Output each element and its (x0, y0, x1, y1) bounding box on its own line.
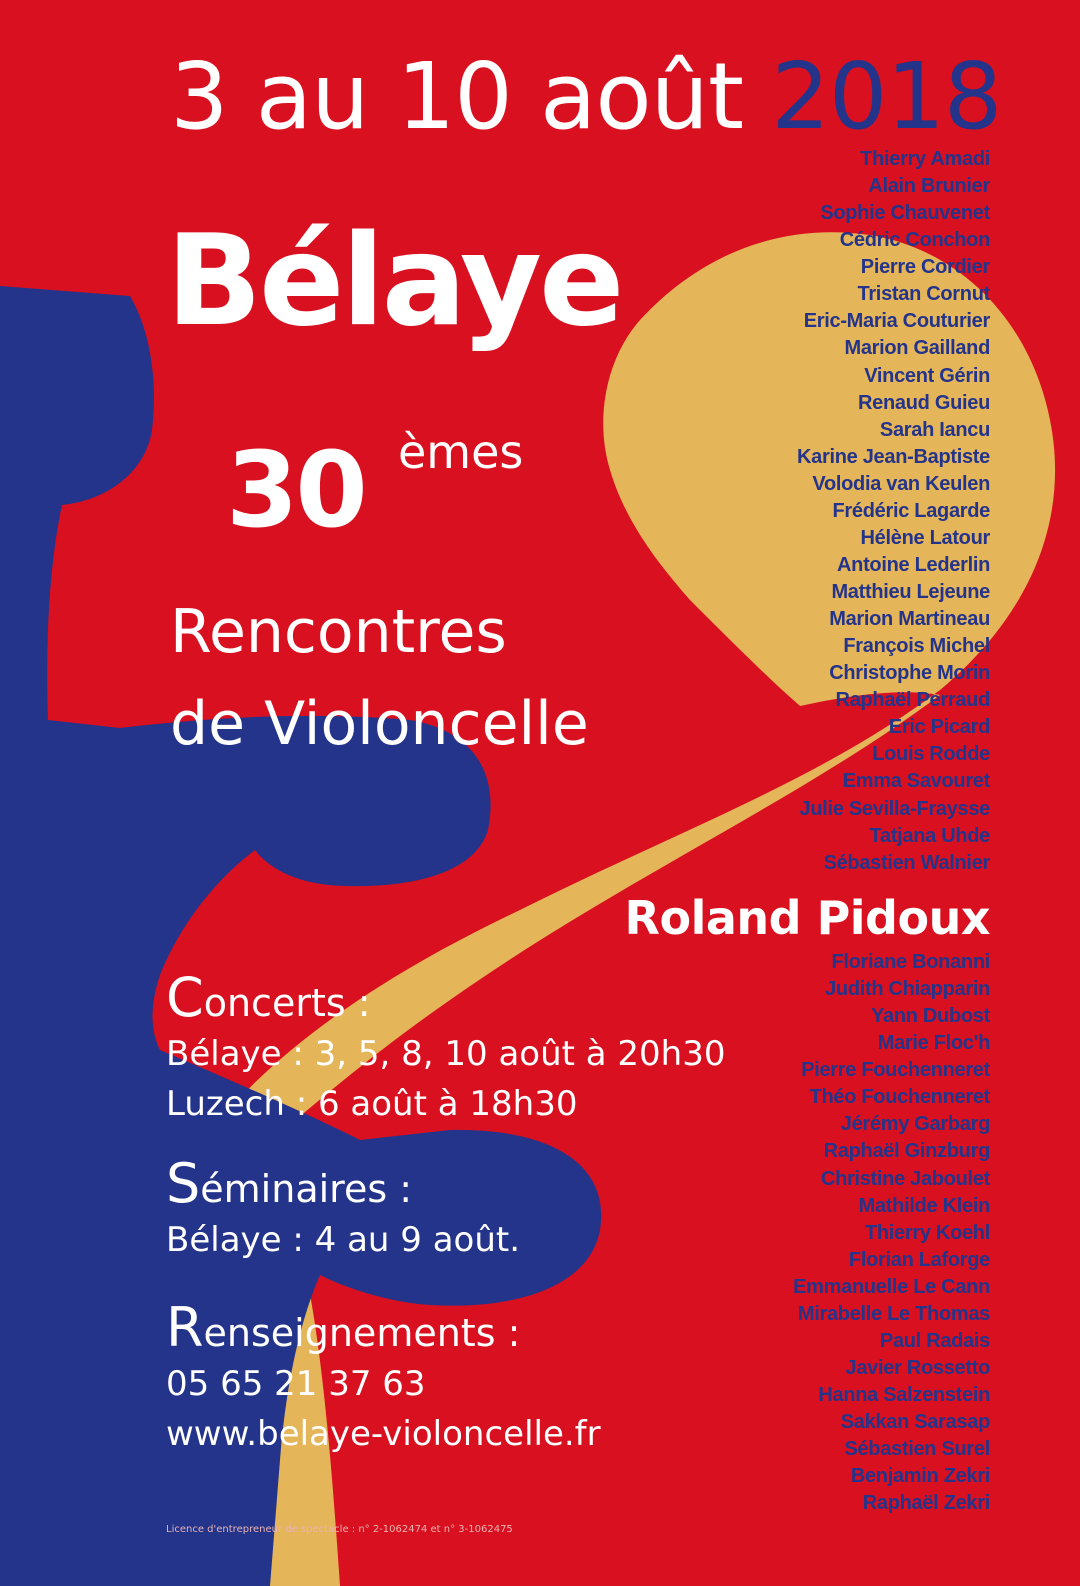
teacher-name: Pierre Cordier (860, 256, 990, 279)
teacher-name: Tristan Cornut (857, 283, 990, 306)
teacher-name: Cédric Conchon (839, 229, 990, 252)
student-name: Raphaël Zekri (862, 1492, 990, 1515)
edition-suffix: èmes (398, 425, 524, 479)
student-name: Jérémy Garbarg (840, 1113, 990, 1136)
teacher-name: Eric Picard (888, 716, 990, 739)
renseignements-section (166, 1296, 601, 1459)
student-name: Benjamin Zekri (850, 1465, 990, 1488)
teacher-name: Karine Jean-Baptiste (797, 445, 990, 468)
student-name: Marie Floc'h (877, 1032, 990, 1055)
student-name: Yann Dubost (871, 1005, 990, 1028)
concerts-section (166, 966, 726, 1129)
concert-line: Bélaye : 3, 5, 8, 10 août à 20h30 (166, 1034, 726, 1074)
heading-initial: C (166, 966, 204, 1029)
student-name: Théo Fouchenneret (809, 1086, 990, 1109)
student-name: Javier Rossetto (845, 1356, 990, 1379)
subtitle-line: de Violoncelle (170, 689, 589, 759)
student-name: Florian Laforge (848, 1248, 990, 1271)
teacher-name: Christophe Morin (829, 662, 990, 685)
teacher-name: Tatjana Uhde (869, 824, 990, 847)
teacher-name: Raphaël Perraud (835, 689, 990, 712)
renseignements-heading (166, 1296, 601, 1359)
heading-initial: R (166, 1296, 204, 1359)
concert-line: Luzech : 6 août à 18h30 (166, 1084, 578, 1124)
teacher-name: Sophie Chauvenet (820, 202, 990, 225)
student-name: Emmanuelle Le Cann (793, 1275, 990, 1298)
seminaire-line: Bélaye : 4 au 9 août. (166, 1220, 521, 1260)
teacher-name: Alain Brunier (868, 175, 990, 198)
website-link[interactable]: www.belaye-violoncelle.fr (166, 1414, 601, 1454)
student-name: Paul Radais (879, 1329, 990, 1352)
teacher-name: Vincent Gérin (864, 364, 990, 387)
teacher-name: Eric-Maria Couturier (803, 310, 990, 333)
phone-number: 05 65 21 37 63 (166, 1364, 426, 1404)
seminaires-heading (166, 1152, 520, 1215)
heading-rest: oncerts : (203, 981, 371, 1025)
student-name: Mirabelle Le Thomas (797, 1302, 990, 1325)
teachers-list (797, 146, 990, 877)
teacher-name: Julie Sevilla-Fraysse (799, 797, 990, 820)
teacher-name: Sébastien Walnier (823, 851, 990, 874)
teacher-name: Volodia van Keulen (812, 472, 990, 495)
teacher-name: Matthieu Lejeune (831, 581, 990, 603)
licence-notice: Licence d'entrepreneur de spectacle : n° 2-1062474 et n° 3-1062475 (166, 1524, 513, 1535)
director-name: Roland Pidoux (624, 891, 990, 945)
student-name: Raphaël Ginzburg (823, 1140, 990, 1163)
student-name: Christine Jaboulet (820, 1167, 990, 1190)
edition-number: 30 (226, 429, 365, 551)
subtitle-line: Rencontres (170, 597, 507, 667)
student-name: Thierry Koehl (864, 1221, 990, 1244)
heading-initial: S (166, 1152, 201, 1215)
teacher-name: Marion Gailland (844, 337, 990, 360)
heading-rest: éminaires : (200, 1167, 413, 1211)
teacher-name: François Michel (843, 635, 990, 658)
student-name: Pierre Fouchenneret (801, 1059, 990, 1082)
student-name: Sébastien Surel (844, 1438, 990, 1461)
students-list (793, 949, 990, 1517)
teacher-name: Antoine Lederlin (837, 553, 990, 576)
teacher-name: Renaud Guieu (858, 391, 990, 414)
student-name: Floriane Bonanni (831, 951, 990, 973)
student-name: Judith Chiapparin (825, 978, 990, 1001)
teacher-name: Sarah Iancu (879, 418, 990, 441)
festival-title: Bélaye (166, 207, 622, 354)
student-name: Sakkan Sarasap (840, 1411, 990, 1434)
teacher-name: Marion Martineau (829, 608, 990, 631)
date-range: 3 au 10 août (170, 43, 744, 150)
concerts-heading (166, 966, 726, 1029)
seminaires-section (166, 1152, 521, 1265)
festival-year: 2018 (771, 43, 1002, 150)
festival-dates (170, 42, 1001, 152)
student-name: Hanna Salzenstein (818, 1384, 990, 1406)
heading-rest: enseignements : (203, 1311, 521, 1355)
festival-subtitle (170, 586, 589, 770)
teacher-name: Thierry Amadi (860, 148, 990, 170)
teacher-name: Frédéric Lagarde (832, 499, 990, 522)
teacher-name: Louis Rodde (872, 743, 990, 766)
student-name: Mathilde Klein (858, 1194, 990, 1217)
teacher-name: Emma Savouret (842, 770, 990, 793)
teacher-name: Hélène Latour (860, 526, 990, 549)
